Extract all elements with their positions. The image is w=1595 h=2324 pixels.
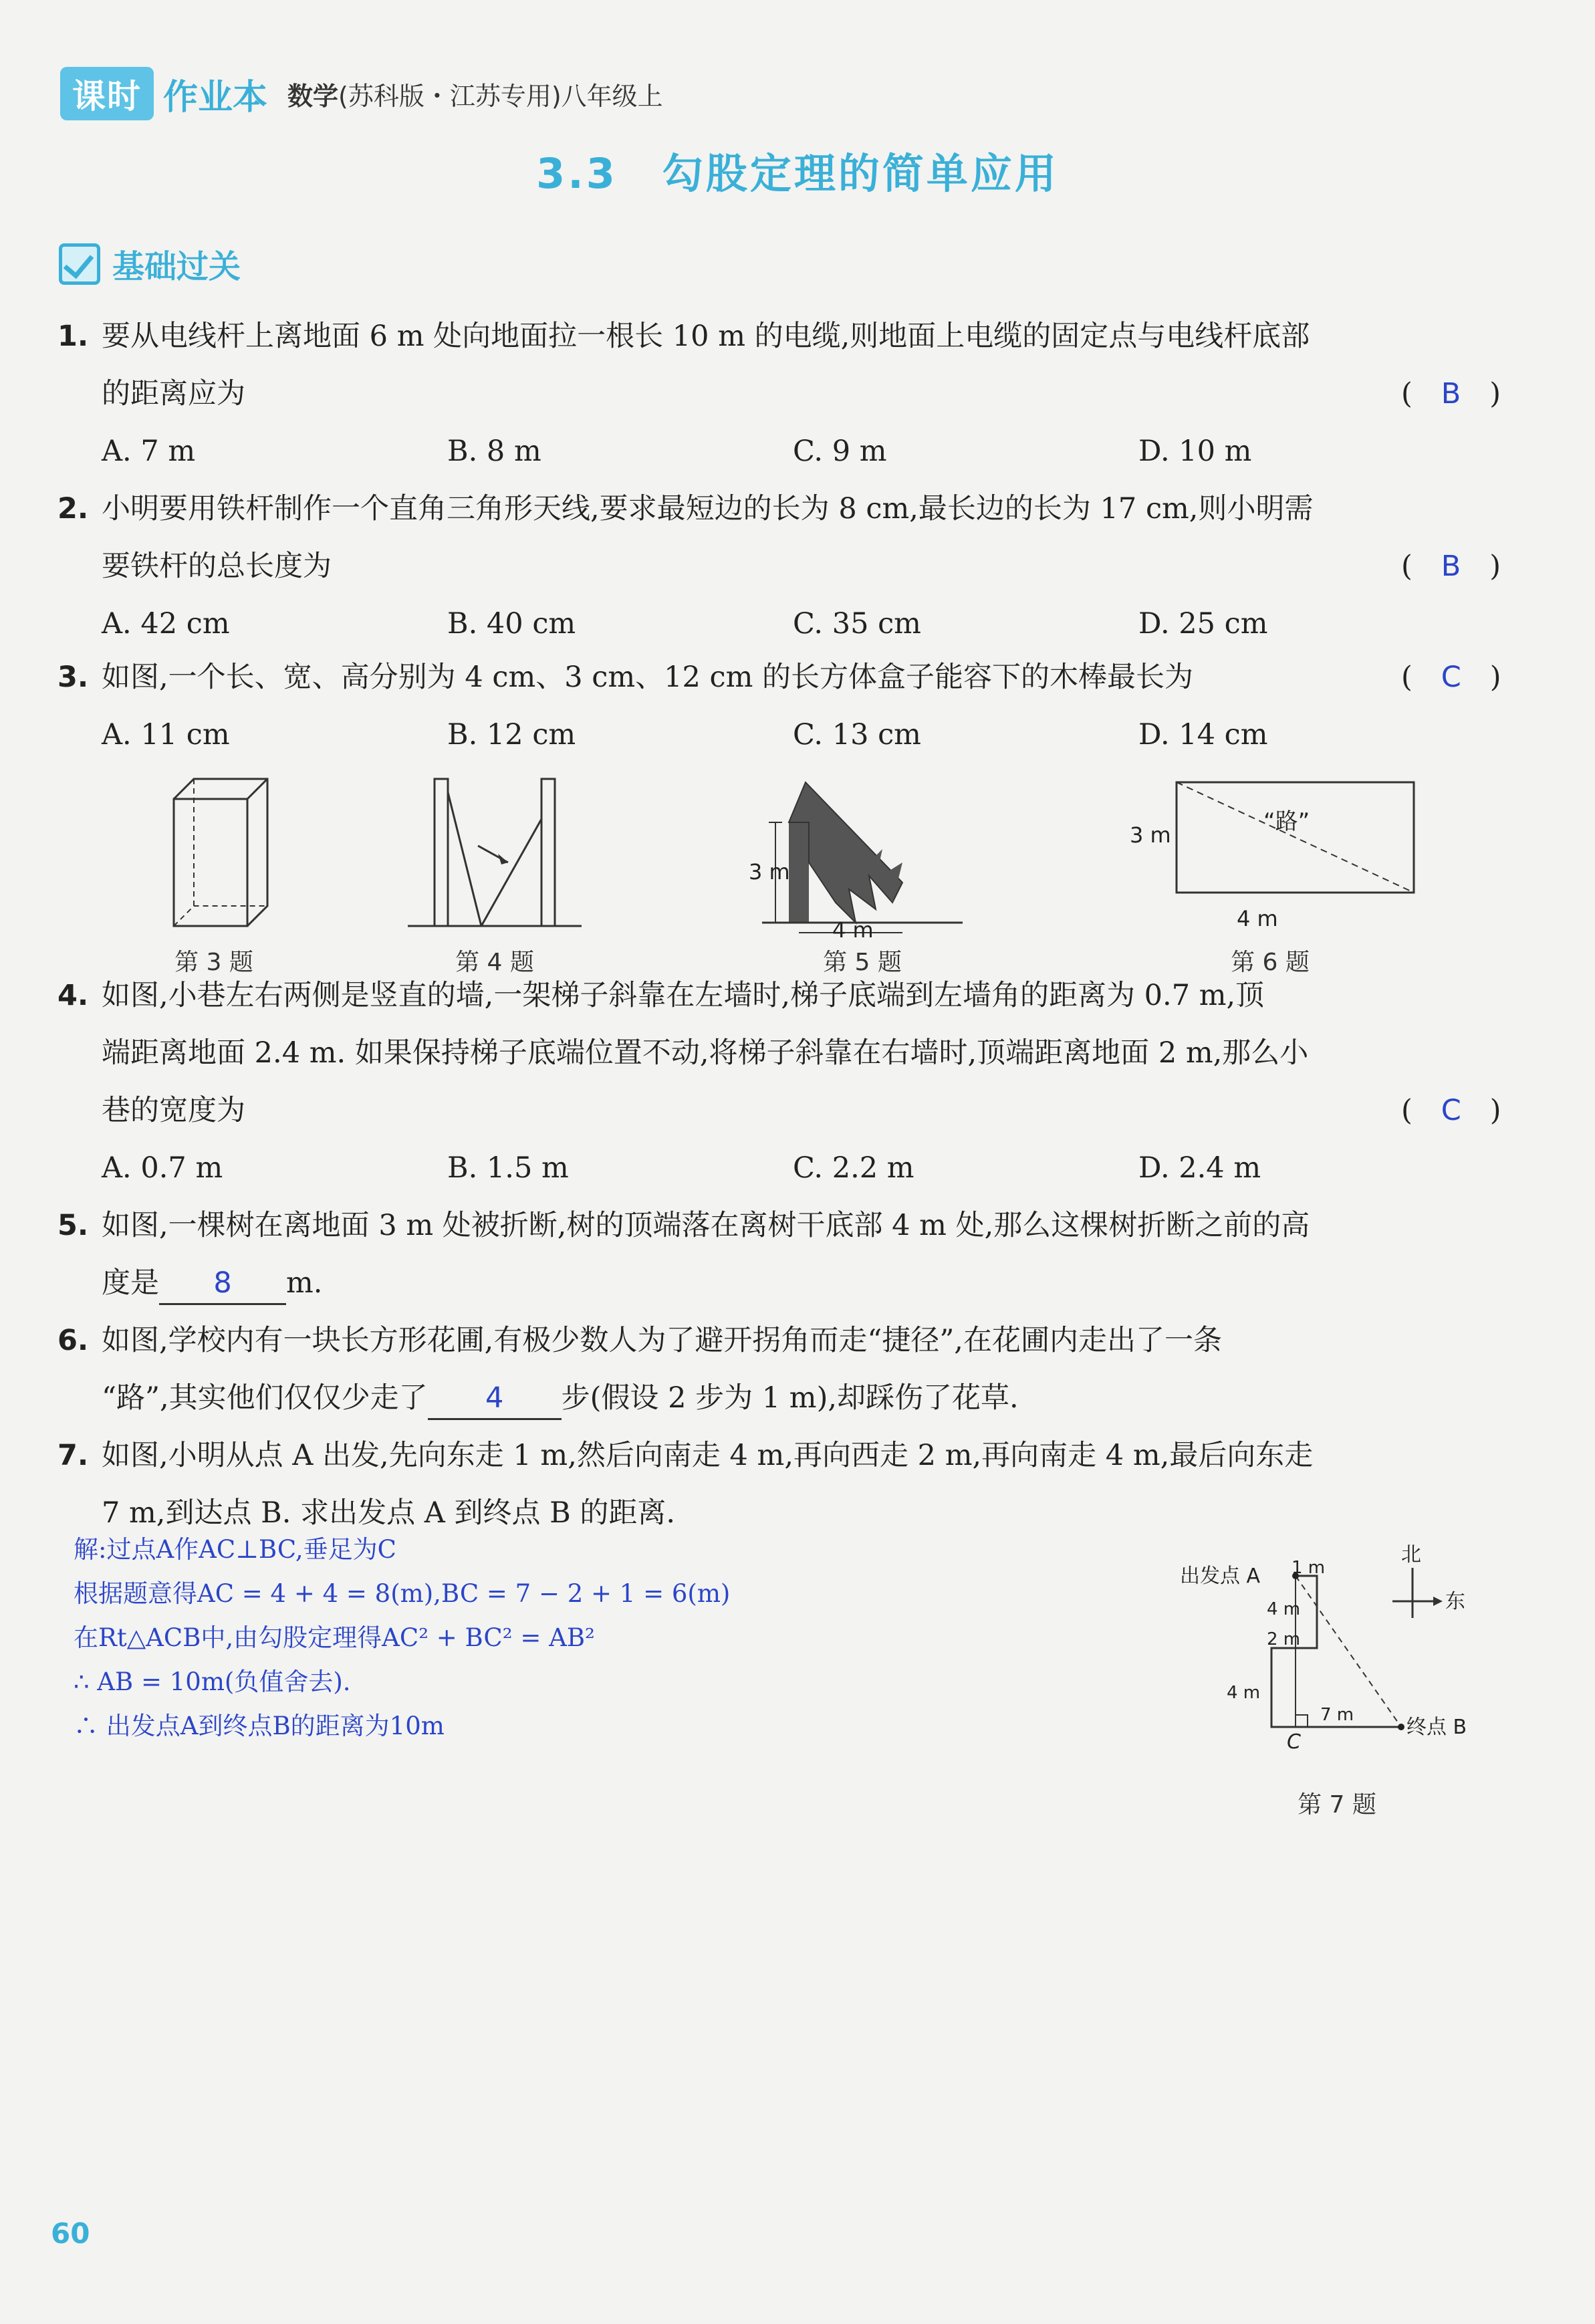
answer-blank: 4 — [428, 1378, 562, 1420]
question-number: 4. — [57, 979, 89, 1012]
subject-name: 数学 — [287, 81, 339, 111]
option-d: D. 10 m — [1138, 435, 1252, 468]
question-1 — [57, 308, 1501, 480]
width-label: 3 m — [1130, 822, 1171, 848]
option-a: A. 42 cm — [102, 607, 230, 641]
point-c-label: C — [1287, 1730, 1301, 1754]
series-logo: 课时 — [60, 67, 154, 120]
lesson-title: 3.3 勾股定理的简单应用 — [536, 149, 1059, 198]
question-text: 度是 — [102, 1266, 159, 1300]
figure-caption: 第 7 题 — [1298, 1791, 1376, 1819]
answer-bracket: ( C ) — [1401, 661, 1501, 694]
distance-label: 4 m — [832, 917, 874, 939]
segment-label: 2 m — [1267, 1629, 1301, 1649]
question-6 — [57, 1312, 1495, 1427]
start-label: 出发点 A — [1180, 1564, 1261, 1588]
options — [57, 595, 1495, 653]
options — [57, 706, 1495, 764]
question-text: 如图,小明从点 A 出发,先向东走 1 m,然后向南走 4 m,再向西走 2 m,再向南走 4 m,最后向东走 — [102, 1439, 1314, 1472]
end-label: 终点 B — [1406, 1716, 1467, 1739]
question-7 — [57, 1427, 1495, 1542]
option-c: C. 13 cm — [793, 718, 921, 751]
east-arrow-icon — [1433, 1597, 1443, 1606]
answer-bracket: ( C ) — [1401, 1094, 1501, 1127]
answer-value: B — [1441, 377, 1461, 411]
question-text: 要铁杆的总长度为 — [102, 550, 332, 583]
section-heading — [59, 241, 241, 287]
option-b: B. 12 cm — [447, 718, 576, 751]
question-number: 7. — [57, 1439, 89, 1472]
question-5 — [57, 1197, 1495, 1312]
figure-6 — [1123, 776, 1417, 977]
alley-ladder-diagram — [408, 772, 582, 939]
checkbox-icon — [59, 243, 100, 285]
flowerbed-diagram — [1123, 776, 1417, 939]
question-number: 3. — [57, 661, 89, 694]
solution-line: 根据题意得AC = 4 + 4 = 8(m),BC = 7 − 2 + 1 = 6(m) — [74, 1579, 731, 1608]
option-c: C. 2.2 m — [793, 1151, 914, 1185]
question-text: 步(假设 2 步为 1 m),却踩伤了花草. — [561, 1381, 1019, 1415]
question-number: 2. — [57, 492, 89, 526]
road-label: “路” — [1263, 808, 1310, 835]
answer-value: C — [1441, 661, 1461, 694]
question-text: 如图,一棵树在离地面 3 m 处被折断,树的顶端落在离树干底部 4 m 处,那么这棵树折断之前的高 — [102, 1209, 1310, 1242]
question-number: 6. — [57, 1324, 89, 1357]
answer-value: B — [1441, 550, 1461, 583]
question-text: 如图,小巷左右两侧是竖直的墙,一架梯子斜靠在左墙时,梯子底端到左墙角的距离为 0.7 m,顶 — [102, 979, 1265, 1012]
figure-7 — [1177, 1534, 1497, 1820]
path-diagram — [1177, 1534, 1497, 1782]
question-number: 1. — [57, 320, 89, 353]
question-text: “路”,其实他们仅仅少走了 — [102, 1381, 428, 1415]
question-2 — [57, 480, 1501, 653]
option-d: D. 14 cm — [1138, 718, 1268, 751]
page-number: 60 — [51, 2217, 90, 2250]
segment-label: 4 m — [1267, 1599, 1301, 1619]
figure-caption: 第 5 题 — [823, 949, 902, 976]
option-b: B. 8 m — [447, 435, 541, 468]
question-text: 如图,学校内有一块长方形花圃,有极少数人为了避开拐角而走“捷径”,在花圃内走出了一条 — [102, 1324, 1222, 1357]
figure-5 — [749, 769, 976, 977]
question-text: 7 m,到达点 B. 求出发点 A 到终点 B 的距离. — [102, 1496, 676, 1530]
segment-label: 1 m — [1292, 1558, 1326, 1578]
option-d: D. 2.4 m — [1138, 1151, 1261, 1185]
broken-tree-diagram — [749, 769, 976, 939]
length-label: 4 m — [1237, 906, 1278, 931]
options — [57, 1139, 1495, 1197]
segment-label: 4 m — [1227, 1683, 1261, 1703]
solution-line: 解:过点A作AC⊥BC,垂足为C — [74, 1535, 396, 1564]
subject-edition: (苏科版・江苏专用)八年级上 — [338, 81, 663, 111]
figures-row — [100, 762, 1504, 976]
answer-value: C — [1441, 1094, 1461, 1127]
question-number: 5. — [57, 1209, 89, 1242]
north-label: 北 — [1401, 1543, 1421, 1566]
solution-line: ∴ AB = 10m(负值舍去). — [74, 1667, 351, 1696]
option-a: A. 11 cm — [102, 718, 230, 751]
series-brand: 作业本 — [163, 77, 268, 118]
options — [57, 423, 1495, 480]
height-label: 3 m — [749, 859, 790, 885]
option-b: B. 1.5 m — [447, 1151, 569, 1185]
option-a: A. 0.7 m — [102, 1151, 223, 1185]
figure-3 — [147, 772, 281, 977]
answer-bracket: ( B ) — [1401, 550, 1501, 583]
option-c: C. 9 m — [793, 435, 887, 468]
segment-label: 7 m — [1320, 1705, 1354, 1725]
solution-line: ∴ 出发点A到终点B的距离为10m — [74, 1712, 445, 1740]
answer-blank: 8 — [159, 1263, 286, 1305]
answer-bracket: ( B ) — [1401, 377, 1501, 411]
question-text: 要从电线杆上离地面 6 m 处向地面拉一根长 10 m 的电缆,则地面上电缆的固定点与电线杆底部 — [102, 320, 1310, 353]
cuboid-diagram — [147, 772, 281, 939]
option-a: A. 7 m — [102, 435, 196, 468]
figure-caption: 第 6 题 — [1231, 949, 1310, 976]
option-c: C. 35 cm — [793, 607, 921, 641]
question-text: 的距离应为 — [102, 377, 245, 411]
question-text: 如图,一个长、宽、高分别为 4 cm、3 cm、12 cm 的长方体盒子能容下的木棒最长为 — [102, 661, 1194, 694]
question-text: 端距离地面 2.4 m. 如果保持梯子底端位置不动,将梯子斜靠在右墙时,顶端距离地面 2 m,那么小 — [102, 1036, 1309, 1070]
option-d: D. 25 cm — [1138, 607, 1268, 641]
figure-caption: 第 4 题 — [455, 949, 534, 976]
question-text: m. — [286, 1266, 323, 1300]
question-text: 小明要用铁杆制作一个直角三角形天线,要求最短边的长为 8 cm,最长边的长为 17 cm,则小明需 — [102, 492, 1314, 526]
question-3 — [57, 649, 1501, 764]
question-4 — [57, 967, 1501, 1197]
solution-line: 在Rt△ACB中,由勾股定理得AC² + BC² = AB² — [74, 1623, 595, 1652]
figure-4 — [408, 772, 582, 977]
section-title: 基础过关 — [112, 248, 241, 285]
question-text: 巷的宽度为 — [102, 1094, 245, 1127]
option-b: B. 40 cm — [447, 607, 576, 641]
east-label: 东 — [1445, 1590, 1465, 1613]
page-header — [60, 67, 663, 120]
handwritten-solution — [74, 1528, 730, 1748]
subject-line — [287, 76, 663, 112]
figure-caption: 第 3 题 — [174, 949, 253, 976]
